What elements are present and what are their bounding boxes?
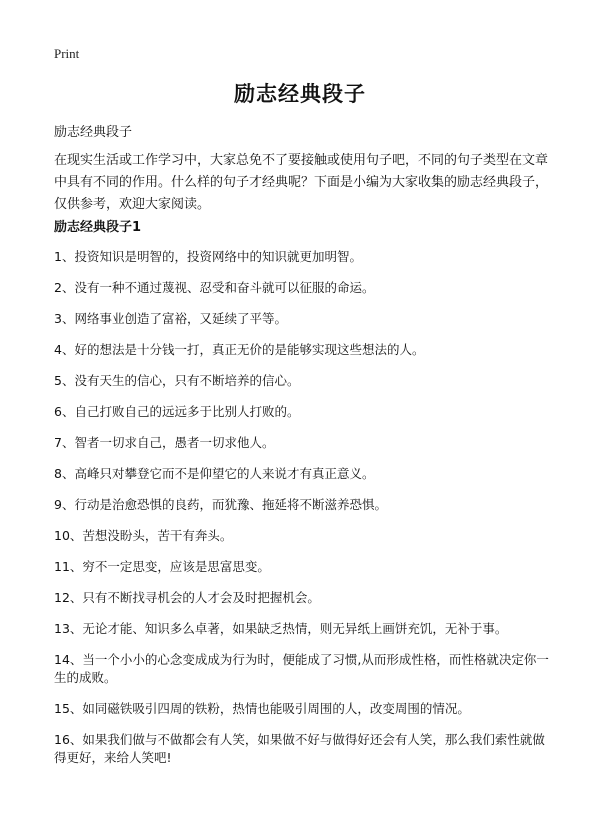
quote-list [54, 248, 554, 780]
intro-paragraph: 在现实生活或工作学习中，大家总免不了要接触或使用句子吧，不同的句子类型在文章中具有不同的作用。什么样的句子才经典呢？下面是小编为大家收集的励志经典段子，仅供参考，欢迎大家阅读。 [54, 153, 549, 212]
print-link[interactable]: Print [54, 46, 80, 61]
list-item: 7、智者一切求自己，愚者一切求他人。 [54, 435, 275, 450]
list-item: 13、无论才能、知识多么卓著，如果缺乏热情，则无异纸上画饼充饥，无补于事。 [54, 621, 508, 636]
page-title: 励志经典段子 [234, 82, 366, 106]
list-item: 6、自己打败自己的远远多于比别人打败的。 [54, 404, 300, 419]
list-item: 10、苦想没盼头，苦干有奔头。 [54, 528, 233, 543]
list-item: 1、投资知识是明智的，投资网络中的知识就更加明智。 [54, 249, 362, 264]
list-item: 14、当一个小小的心念变成成为行为时，便能成了习惯,从而形成性格，而性格就决定你一生的成败。 [54, 652, 549, 685]
list-item: 8、高峰只对攀登它而不是仰望它的人来说才有真正意义。 [54, 466, 375, 481]
list-item: 11、穷不一定思变，应该是思富思变。 [54, 559, 270, 574]
list-item: 3、网络事业创造了富裕，又延续了平等。 [54, 311, 287, 326]
list-item: 15、如同磁铁吸引四周的铁粉，热情也能吸引周围的人，改变周围的情况。 [54, 701, 470, 716]
list-item: 9、行动是治愈恐惧的良药，而犹豫、拖延将不断滋养恐惧。 [54, 497, 387, 512]
list-item: 5、没有天生的信心，只有不断培养的信心。 [54, 373, 300, 388]
section-heading: 励志经典段子1 [54, 220, 142, 235]
list-item: 12、只有不断找寻机会的人才会及时把握机会。 [54, 590, 320, 605]
list-item: 4、好的想法是十分钱一打，真正无价的是能够实现这些想法的人。 [54, 342, 425, 357]
article-subtitle: 励志经典段子 [54, 125, 133, 140]
list-item: 2、没有一种不通过蔑视、忍受和奋斗就可以征服的命运。 [54, 280, 375, 295]
list-item: 16、如果我们做与不做都会有人笑，如果做不好与做得好还会有人笑，那么我们索性就做得更好，来给人笑吧! [54, 732, 545, 765]
